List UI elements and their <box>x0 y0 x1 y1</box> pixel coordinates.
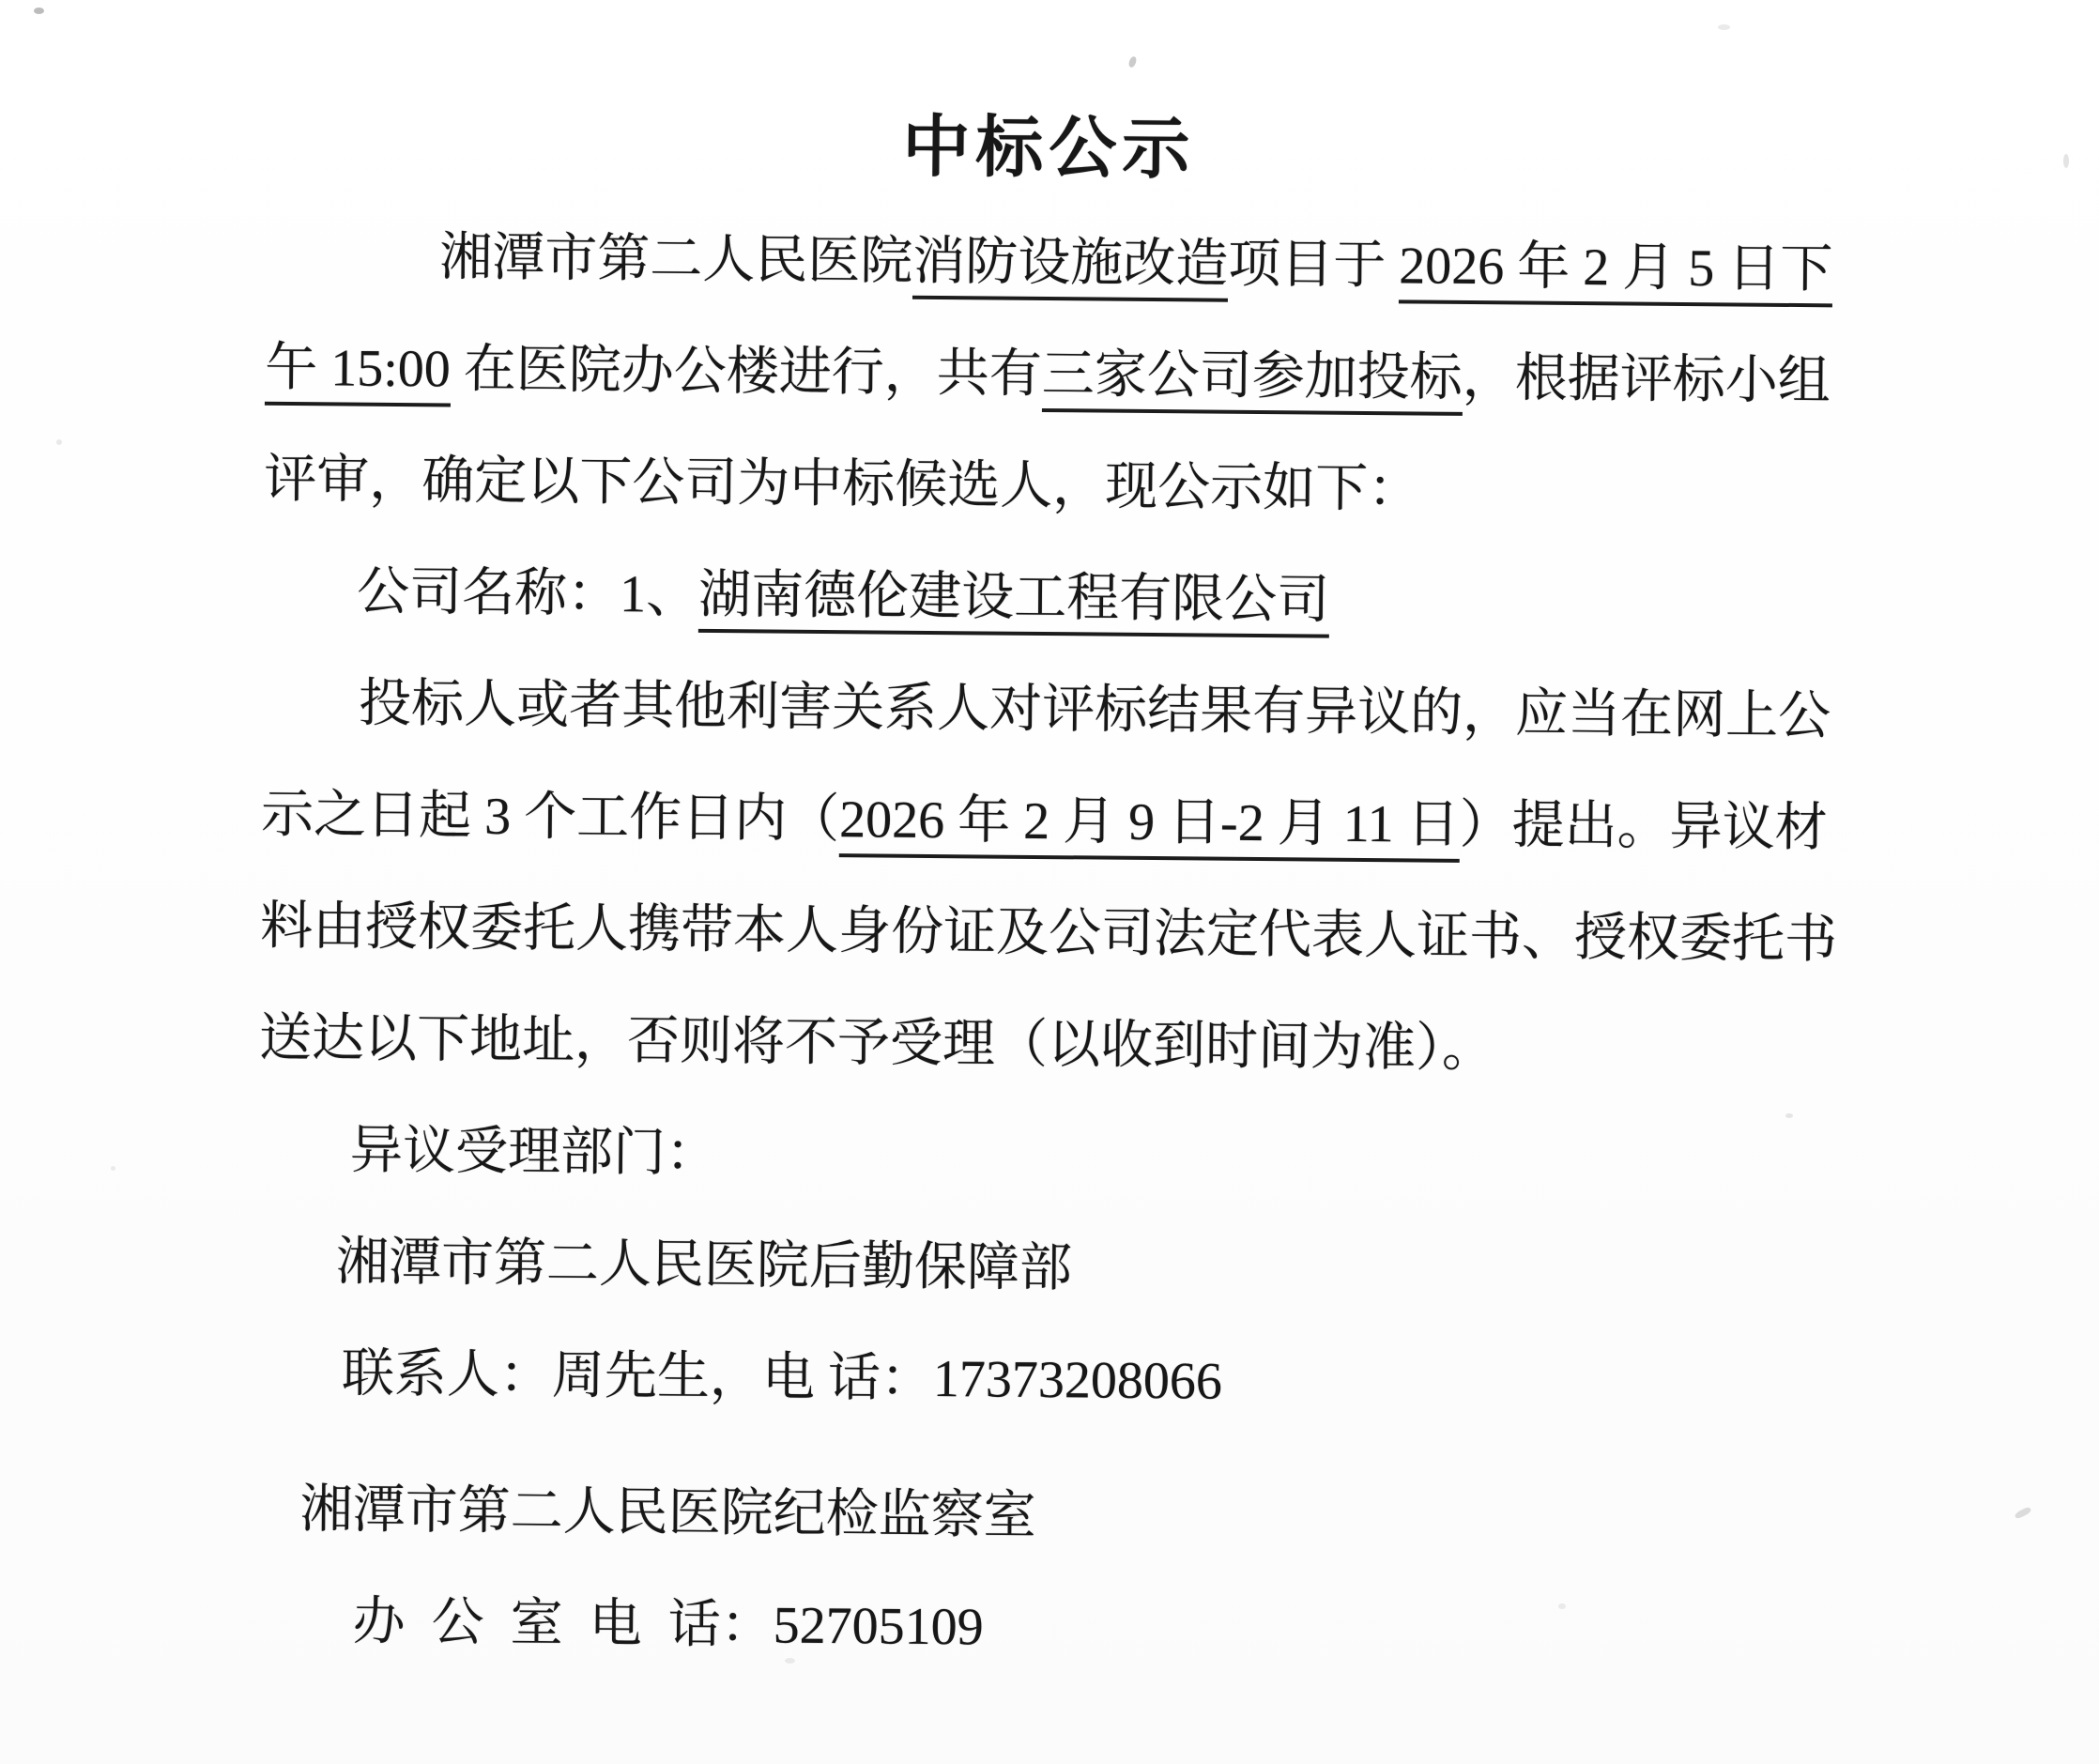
text-segment: 异议受理部门： <box>349 1121 719 1184</box>
scan-speck <box>1558 1603 1566 1609</box>
text-segment: 湘潭市第二人民医院 <box>439 228 913 291</box>
contact-person-line <box>255 1318 1937 1445</box>
text-segment: 示之日起 3 个工作日内（ <box>260 785 840 850</box>
text-segment: 项目于 <box>1228 235 1400 296</box>
underlined-text: 三家公司参加投标 <box>1041 345 1463 416</box>
para-objection-line-2 <box>261 759 1942 886</box>
text-segment: 公司名称：1、 <box>356 562 699 624</box>
underlined-text: 2026 年 2 月 9 日-2 月 11 日 <box>839 790 1460 863</box>
text-segment: ）提出。异议材 <box>1459 795 1828 858</box>
scan-speck <box>56 439 62 445</box>
para-opening-line-1 <box>266 201 1947 328</box>
text-segment: 湘潭市第二人民医院后勤保障部 <box>335 1233 1073 1298</box>
winner-company-line <box>263 536 1944 663</box>
text-segment: 联系人：周先生，电 话：17373208066 <box>341 1344 1223 1411</box>
document-body <box>253 201 1947 1693</box>
text-segment: 在医院办公楼进行，共有 <box>450 340 1043 404</box>
text-segment: 评审，确定以下公司为中标候选人，现公示如下： <box>263 450 1421 519</box>
para-objection-line-1 <box>262 648 1943 775</box>
text-segment: 送达以下地址，否则将不予受理（以收到时间为准）。 <box>258 1008 1495 1079</box>
scan-speck <box>785 1658 795 1664</box>
para-objection-line-4 <box>259 983 1940 1110</box>
office-phone-line <box>253 1566 1935 1693</box>
text-segment: 投标人或者其他利害关系人对评标结果有异议的，应当在网上公 <box>358 674 1831 746</box>
scan-speck <box>1785 1113 1793 1118</box>
para-objection-line-3 <box>260 871 1941 998</box>
objection-dept-heading <box>257 1095 1938 1221</box>
text-segment: ，根据评标小组 <box>1462 348 1831 411</box>
scan-speck <box>34 8 44 14</box>
scan-speck <box>2063 154 2069 168</box>
underlined-text: 消防设施改造 <box>912 233 1229 302</box>
text-segment: 湘潭市第二人民医院纪检监察室 <box>299 1480 1036 1545</box>
dept-discipline-line <box>254 1454 1936 1581</box>
scan-speck <box>1718 24 1730 30</box>
text-segment: 办 公 室 电 话：52705109 <box>352 1592 984 1657</box>
page-title: 中标公示 <box>901 109 1196 188</box>
text-segment: 料由授权委托人携带本人身份证及公司法定代表人证书、授权委托书 <box>259 897 1838 970</box>
underlined-text: 湖南德伦建设工程有限公司 <box>698 566 1330 638</box>
para-opening-line-3 <box>264 424 1945 551</box>
underlined-text: 2026 年 2 月 5 日下 <box>1399 237 1833 307</box>
para-opening-line-2 <box>265 313 1946 439</box>
dept-logistics-line <box>256 1206 1938 1333</box>
underlined-text: 午 15:00 <box>265 339 451 407</box>
scan-speck <box>111 1166 115 1171</box>
